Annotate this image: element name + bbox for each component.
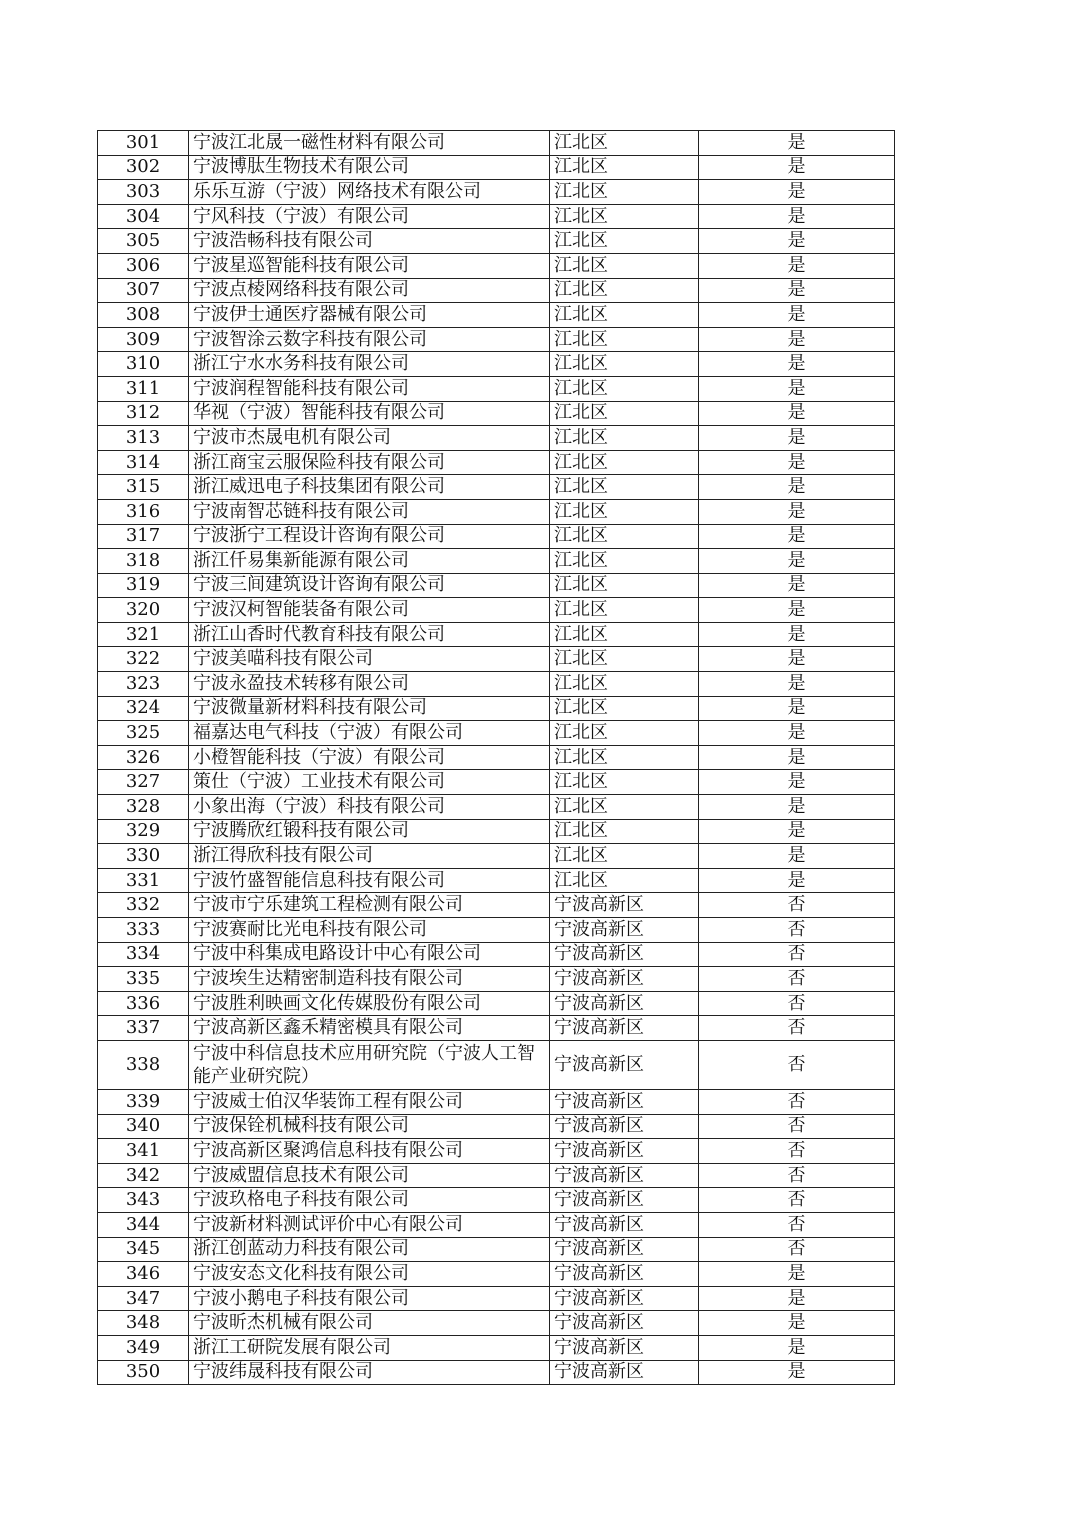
row-number-cell: 332 xyxy=(98,893,189,918)
row-number-cell: 327 xyxy=(98,770,189,795)
row-number-cell: 339 xyxy=(98,1089,189,1114)
table-row xyxy=(98,1237,895,1262)
company-name-cell: 宁波高新区鑫禾精密模具有限公司 xyxy=(189,1016,550,1041)
district-cell: 江北区 xyxy=(550,155,699,180)
table-row xyxy=(98,1016,895,1041)
flag-cell: 是 xyxy=(699,278,895,303)
table-row xyxy=(98,1335,895,1360)
company-name-cell: 浙江威迅电子科技集团有限公司 xyxy=(189,475,550,500)
table-row xyxy=(98,991,895,1016)
company-name-cell: 宁波江北晟一磁性材料有限公司 xyxy=(189,131,550,156)
flag-cell: 否 xyxy=(699,1089,895,1114)
table-row xyxy=(98,229,895,254)
row-number-cell: 317 xyxy=(98,524,189,549)
flag-cell: 是 xyxy=(699,622,895,647)
district-cell: 江北区 xyxy=(550,499,699,524)
row-number-cell: 315 xyxy=(98,475,189,500)
table-row xyxy=(98,573,895,598)
company-name-cell: 宁波中科信息技术应用研究院（宁波人工智能产业研究院） xyxy=(189,1040,550,1089)
row-number-cell: 330 xyxy=(98,844,189,869)
district-cell: 江北区 xyxy=(550,426,699,451)
row-number-cell: 323 xyxy=(98,672,189,697)
table-row xyxy=(98,450,895,475)
district-cell: 江北区 xyxy=(550,795,699,820)
district-cell: 江北区 xyxy=(550,672,699,697)
flag-cell: 是 xyxy=(699,647,895,672)
district-cell: 江北区 xyxy=(550,647,699,672)
district-cell: 宁波高新区 xyxy=(550,1360,699,1385)
table-row xyxy=(98,253,895,278)
table-row xyxy=(98,770,895,795)
table-row xyxy=(98,1212,895,1237)
district-cell: 江北区 xyxy=(550,131,699,156)
district-cell: 江北区 xyxy=(550,376,699,401)
company-name-cell: 小橙智能科技（宁波）有限公司 xyxy=(189,745,550,770)
flag-cell: 是 xyxy=(699,573,895,598)
company-name-cell: 宁波昕杰机械有限公司 xyxy=(189,1311,550,1336)
table-body xyxy=(98,131,895,1385)
row-number-cell: 303 xyxy=(98,180,189,205)
row-number-cell: 341 xyxy=(98,1139,189,1164)
table-row xyxy=(98,868,895,893)
flag-cell: 是 xyxy=(699,204,895,229)
flag-cell: 是 xyxy=(699,131,895,156)
row-number-cell: 308 xyxy=(98,303,189,328)
company-name-cell: 宁波浩畅科技有限公司 xyxy=(189,229,550,254)
row-number-cell: 313 xyxy=(98,426,189,451)
flag-cell: 是 xyxy=(699,253,895,278)
district-cell: 宁波高新区 xyxy=(550,1139,699,1164)
table-row xyxy=(98,967,895,992)
company-name-cell: 宁波威士伯汉华装饰工程有限公司 xyxy=(189,1089,550,1114)
company-name-cell: 浙江得欣科技有限公司 xyxy=(189,844,550,869)
company-name-cell: 宁波点棱网络科技有限公司 xyxy=(189,278,550,303)
district-cell: 江北区 xyxy=(550,352,699,377)
table-row xyxy=(98,622,895,647)
flag-cell: 否 xyxy=(699,1212,895,1237)
flag-cell: 是 xyxy=(699,180,895,205)
flag-cell: 是 xyxy=(699,598,895,623)
table-row xyxy=(98,352,895,377)
row-number-cell: 336 xyxy=(98,991,189,1016)
company-name-cell: 浙江山香时代教育科技有限公司 xyxy=(189,622,550,647)
row-number-cell: 345 xyxy=(98,1237,189,1262)
row-number-cell: 305 xyxy=(98,229,189,254)
company-name-cell: 宁风科技（宁波）有限公司 xyxy=(189,204,550,229)
company-name-cell: 小象出海（宁波）科技有限公司 xyxy=(189,795,550,820)
company-name-cell: 宁波新材料测试评价中心有限公司 xyxy=(189,1212,550,1237)
row-number-cell: 333 xyxy=(98,918,189,943)
company-name-cell: 宁波润程智能科技有限公司 xyxy=(189,376,550,401)
table-row xyxy=(98,204,895,229)
company-name-cell: 宁波埃生达精密制造科技有限公司 xyxy=(189,967,550,992)
company-name-cell: 宁波纬晟科技有限公司 xyxy=(189,1360,550,1385)
company-name-cell: 浙江仟易集新能源有限公司 xyxy=(189,549,550,574)
flag-cell: 是 xyxy=(699,770,895,795)
district-cell: 宁波高新区 xyxy=(550,893,699,918)
row-number-cell: 304 xyxy=(98,204,189,229)
district-cell: 宁波高新区 xyxy=(550,1089,699,1114)
row-number-cell: 301 xyxy=(98,131,189,156)
row-number-cell: 331 xyxy=(98,868,189,893)
company-name-cell: 宁波小鹅电子科技有限公司 xyxy=(189,1286,550,1311)
flag-cell: 是 xyxy=(699,229,895,254)
row-number-cell: 344 xyxy=(98,1212,189,1237)
district-cell: 江北区 xyxy=(550,696,699,721)
company-name-cell: 浙江宁水水务科技有限公司 xyxy=(189,352,550,377)
district-cell: 江北区 xyxy=(550,450,699,475)
flag-cell: 是 xyxy=(699,475,895,500)
company-list-table xyxy=(97,130,895,1385)
district-cell: 江北区 xyxy=(550,204,699,229)
row-number-cell: 350 xyxy=(98,1360,189,1385)
district-cell: 宁波高新区 xyxy=(550,1188,699,1213)
company-name-cell: 宁波星巡智能科技有限公司 xyxy=(189,253,550,278)
district-cell: 宁波高新区 xyxy=(550,1262,699,1287)
company-name-cell: 宁波赛耐比光电科技有限公司 xyxy=(189,918,550,943)
table-row xyxy=(98,647,895,672)
table-row xyxy=(98,1311,895,1336)
district-cell: 宁波高新区 xyxy=(550,942,699,967)
company-name-cell: 宁波胜利映画文化传媒股份有限公司 xyxy=(189,991,550,1016)
district-cell: 宁波高新区 xyxy=(550,918,699,943)
row-number-cell: 324 xyxy=(98,696,189,721)
row-number-cell: 318 xyxy=(98,549,189,574)
table-row xyxy=(98,180,895,205)
flag-cell: 是 xyxy=(699,327,895,352)
company-name-cell: 宁波市宁乐建筑工程检测有限公司 xyxy=(189,893,550,918)
district-cell: 江北区 xyxy=(550,278,699,303)
table-row xyxy=(98,475,895,500)
company-name-cell: 宁波腾欣红锻科技有限公司 xyxy=(189,819,550,844)
table-row xyxy=(98,155,895,180)
district-cell: 宁波高新区 xyxy=(550,1163,699,1188)
row-number-cell: 326 xyxy=(98,745,189,770)
company-name-cell: 福嘉达电气科技（宁波）有限公司 xyxy=(189,721,550,746)
company-name-cell: 宁波南智芯链科技有限公司 xyxy=(189,499,550,524)
flag-cell: 否 xyxy=(699,1237,895,1262)
flag-cell: 否 xyxy=(699,893,895,918)
table-row xyxy=(98,942,895,967)
row-number-cell: 312 xyxy=(98,401,189,426)
row-number-cell: 340 xyxy=(98,1114,189,1139)
row-number-cell: 319 xyxy=(98,573,189,598)
district-cell: 宁波高新区 xyxy=(550,1016,699,1041)
flag-cell: 是 xyxy=(699,819,895,844)
table-row xyxy=(98,524,895,549)
district-cell: 江北区 xyxy=(550,745,699,770)
row-number-cell: 310 xyxy=(98,352,189,377)
table-row xyxy=(98,401,895,426)
company-name-cell: 宁波微量新材料科技有限公司 xyxy=(189,696,550,721)
company-name-cell: 宁波伊士通医疗器械有限公司 xyxy=(189,303,550,328)
flag-cell: 是 xyxy=(699,303,895,328)
district-cell: 江北区 xyxy=(550,401,699,426)
flag-cell: 是 xyxy=(699,524,895,549)
company-name-cell: 宁波高新区聚鸿信息科技有限公司 xyxy=(189,1139,550,1164)
district-cell: 江北区 xyxy=(550,770,699,795)
company-name-cell: 宁波博肽生物技术有限公司 xyxy=(189,155,550,180)
row-number-cell: 342 xyxy=(98,1163,189,1188)
table-row xyxy=(98,376,895,401)
table-row xyxy=(98,893,895,918)
flag-cell: 是 xyxy=(699,795,895,820)
flag-cell: 否 xyxy=(699,991,895,1016)
table-row xyxy=(98,426,895,451)
flag-cell: 是 xyxy=(699,745,895,770)
table-row xyxy=(98,1286,895,1311)
table-row xyxy=(98,1262,895,1287)
company-name-cell: 宁波中科集成电路设计中心有限公司 xyxy=(189,942,550,967)
flag-cell: 是 xyxy=(699,1286,895,1311)
flag-cell: 否 xyxy=(699,1040,895,1089)
company-name-cell: 华视（宁波）智能科技有限公司 xyxy=(189,401,550,426)
row-number-cell: 338 xyxy=(98,1040,189,1089)
company-name-cell: 浙江工研院发展有限公司 xyxy=(189,1335,550,1360)
table-row xyxy=(98,549,895,574)
flag-cell: 是 xyxy=(699,721,895,746)
company-name-cell: 宁波玖格电子科技有限公司 xyxy=(189,1188,550,1213)
table-row xyxy=(98,1114,895,1139)
row-number-cell: 325 xyxy=(98,721,189,746)
table-row xyxy=(98,721,895,746)
flag-cell: 是 xyxy=(699,155,895,180)
row-number-cell: 349 xyxy=(98,1335,189,1360)
row-number-cell: 335 xyxy=(98,967,189,992)
flag-cell: 是 xyxy=(699,868,895,893)
district-cell: 江北区 xyxy=(550,549,699,574)
company-name-cell: 宁波汉柯智能装备有限公司 xyxy=(189,598,550,623)
district-cell: 江北区 xyxy=(550,475,699,500)
table-row xyxy=(98,1360,895,1385)
flag-cell: 是 xyxy=(699,450,895,475)
company-name-cell: 宁波浙宁工程设计咨询有限公司 xyxy=(189,524,550,549)
district-cell: 宁波高新区 xyxy=(550,1286,699,1311)
row-number-cell: 316 xyxy=(98,499,189,524)
flag-cell: 是 xyxy=(699,1360,895,1385)
district-cell: 江北区 xyxy=(550,819,699,844)
row-number-cell: 314 xyxy=(98,450,189,475)
flag-cell: 是 xyxy=(699,1262,895,1287)
row-number-cell: 337 xyxy=(98,1016,189,1041)
district-cell: 江北区 xyxy=(550,622,699,647)
flag-cell: 是 xyxy=(699,844,895,869)
company-name-cell: 浙江商宝云服保险科技有限公司 xyxy=(189,450,550,475)
company-name-cell: 浙江创蓝动力科技有限公司 xyxy=(189,1237,550,1262)
district-cell: 江北区 xyxy=(550,598,699,623)
flag-cell: 否 xyxy=(699,1188,895,1213)
district-cell: 宁波高新区 xyxy=(550,1114,699,1139)
row-number-cell: 328 xyxy=(98,795,189,820)
row-number-cell: 347 xyxy=(98,1286,189,1311)
company-name-cell: 宁波保铨机械科技有限公司 xyxy=(189,1114,550,1139)
table-row xyxy=(98,278,895,303)
flag-cell: 否 xyxy=(699,942,895,967)
row-number-cell: 306 xyxy=(98,253,189,278)
district-cell: 江北区 xyxy=(550,327,699,352)
company-name-cell: 宁波威盟信息技术有限公司 xyxy=(189,1163,550,1188)
row-number-cell: 322 xyxy=(98,647,189,672)
table-row xyxy=(98,844,895,869)
district-cell: 江北区 xyxy=(550,253,699,278)
district-cell: 江北区 xyxy=(550,524,699,549)
row-number-cell: 320 xyxy=(98,598,189,623)
flag-cell: 是 xyxy=(699,672,895,697)
table-row xyxy=(98,819,895,844)
row-number-cell: 307 xyxy=(98,278,189,303)
table-row xyxy=(98,327,895,352)
company-name-cell: 宁波智涂云数字科技有限公司 xyxy=(189,327,550,352)
table-row xyxy=(98,918,895,943)
company-name-cell: 宁波美喵科技有限公司 xyxy=(189,647,550,672)
table-row xyxy=(98,1139,895,1164)
table-row xyxy=(98,1089,895,1114)
row-number-cell: 329 xyxy=(98,819,189,844)
flag-cell: 否 xyxy=(699,918,895,943)
row-number-cell: 309 xyxy=(98,327,189,352)
row-number-cell: 311 xyxy=(98,376,189,401)
company-name-cell: 宁波三间建筑设计咨询有限公司 xyxy=(189,573,550,598)
flag-cell: 是 xyxy=(699,696,895,721)
district-cell: 江北区 xyxy=(550,573,699,598)
table-row xyxy=(98,795,895,820)
district-cell: 宁波高新区 xyxy=(550,1335,699,1360)
district-cell: 江北区 xyxy=(550,844,699,869)
flag-cell: 否 xyxy=(699,1016,895,1041)
district-cell: 江北区 xyxy=(550,868,699,893)
company-name-cell: 宁波安态文化科技有限公司 xyxy=(189,1262,550,1287)
table-row xyxy=(98,303,895,328)
row-number-cell: 321 xyxy=(98,622,189,647)
flag-cell: 是 xyxy=(699,401,895,426)
flag-cell: 否 xyxy=(699,1163,895,1188)
company-name-cell: 宁波永盈技术转移有限公司 xyxy=(189,672,550,697)
flag-cell: 否 xyxy=(699,967,895,992)
table-row xyxy=(98,598,895,623)
table-row xyxy=(98,1163,895,1188)
company-name-cell: 乐乐互游（宁波）网络技术有限公司 xyxy=(189,180,550,205)
flag-cell: 否 xyxy=(699,1139,895,1164)
district-cell: 宁波高新区 xyxy=(550,1311,699,1336)
table-row xyxy=(98,1188,895,1213)
table-row xyxy=(98,499,895,524)
district-cell: 江北区 xyxy=(550,303,699,328)
table-row xyxy=(98,696,895,721)
district-cell: 宁波高新区 xyxy=(550,991,699,1016)
flag-cell: 是 xyxy=(699,499,895,524)
district-cell: 宁波高新区 xyxy=(550,967,699,992)
district-cell: 宁波高新区 xyxy=(550,1040,699,1089)
company-name-cell: 宁波市杰晟电机有限公司 xyxy=(189,426,550,451)
row-number-cell: 343 xyxy=(98,1188,189,1213)
row-number-cell: 348 xyxy=(98,1311,189,1336)
flag-cell: 否 xyxy=(699,1114,895,1139)
row-number-cell: 334 xyxy=(98,942,189,967)
district-cell: 宁波高新区 xyxy=(550,1237,699,1262)
flag-cell: 是 xyxy=(699,1335,895,1360)
flag-cell: 是 xyxy=(699,376,895,401)
district-cell: 江北区 xyxy=(550,180,699,205)
row-number-cell: 302 xyxy=(98,155,189,180)
district-cell: 江北区 xyxy=(550,721,699,746)
flag-cell: 是 xyxy=(699,549,895,574)
district-cell: 宁波高新区 xyxy=(550,1212,699,1237)
table-row xyxy=(98,745,895,770)
table-row xyxy=(98,672,895,697)
flag-cell: 是 xyxy=(699,352,895,377)
row-number-cell: 346 xyxy=(98,1262,189,1287)
company-name-cell: 宁波竹盛智能信息科技有限公司 xyxy=(189,868,550,893)
district-cell: 江北区 xyxy=(550,229,699,254)
flag-cell: 是 xyxy=(699,426,895,451)
table-row xyxy=(98,131,895,156)
flag-cell: 是 xyxy=(699,1311,895,1336)
table-row xyxy=(98,1040,895,1089)
company-name-cell: 策仕（宁波）工业技术有限公司 xyxy=(189,770,550,795)
